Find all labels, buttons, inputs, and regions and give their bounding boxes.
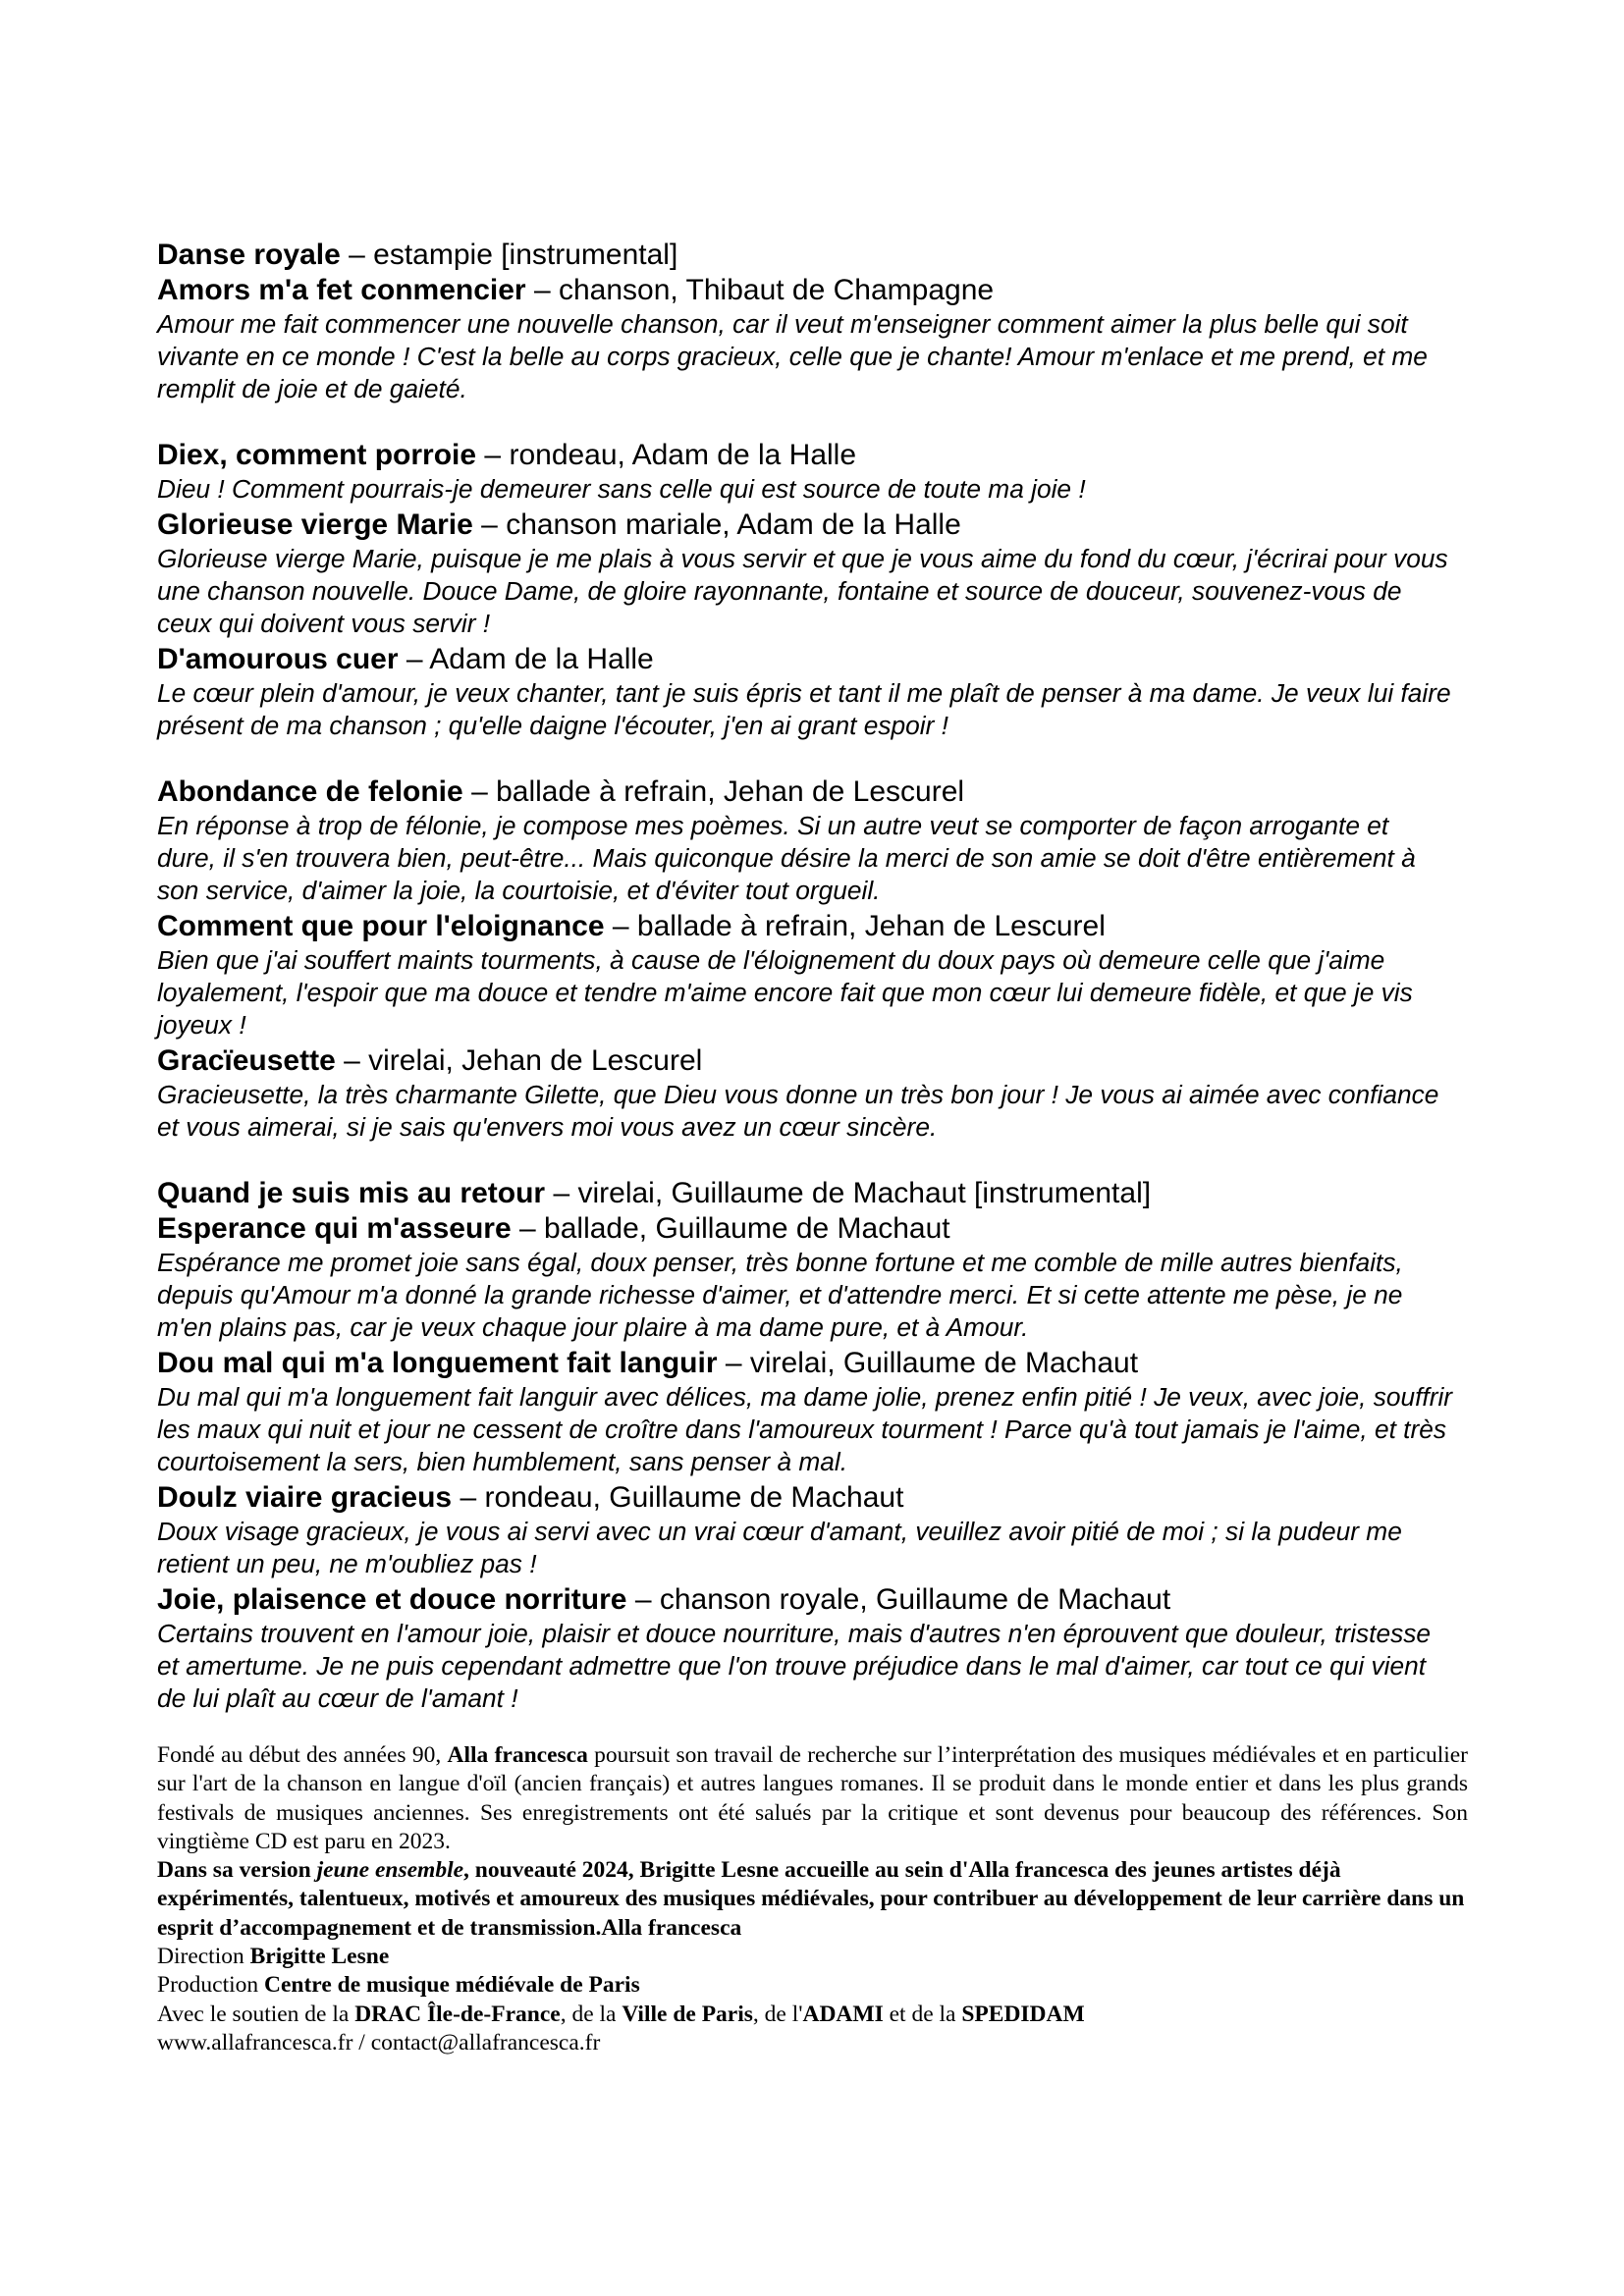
piece-info: rondeau, Guillaume de Machaut (484, 1481, 904, 1514)
dash: – (406, 643, 423, 675)
piece-title (157, 238, 1473, 273)
piece-name: Danse royale (157, 239, 341, 271)
dash: – (481, 508, 498, 541)
piece-info: ballade, Guillaume de Machaut (544, 1212, 950, 1245)
dash: – (553, 1177, 570, 1209)
separator: / (352, 2029, 371, 2056)
direction-credit (157, 1943, 1468, 1971)
program-group (157, 1176, 1473, 1715)
piece-name: Dou mal qui m'a longuement fait languir (157, 1347, 718, 1379)
piece-title (157, 1346, 1473, 1381)
piece-title (157, 1176, 1473, 1211)
piece-info: estampie [instrumental] (373, 239, 678, 271)
piece-info: chanson mariale, Adam de la Halle (506, 508, 961, 541)
piece-info: virelai, Guillaume de Machaut [instrumental] (577, 1177, 1152, 1209)
dash: – (471, 775, 488, 808)
piece-name: D'amourous cuer (157, 643, 399, 675)
intro-text: poursuit son travail de recherche sur l’interprétation des musiques médiévales et en particulier sur l'art de la chanson en langue d'oïl (ancien français) et autres langues romanes. Il se produit dans le monde entier et dans les plus grands festivals de musiques anciennes. Ses enregistrements ont été salués par la critique et sont devenus pour beaucoup des références. Son vingtième CD est paru en 2023. (157, 1742, 1469, 1854)
production-label: Production (157, 1972, 265, 1999)
piece-translation: Gracieusette, la très charmante Gilette, que Dieu vous donne un très bon jour ! Je vous ai aimée avec confiance et vous aimerai, si je sais qu'envers moi vous avez un cœur sincère. (157, 1080, 1439, 1142)
dash: – (634, 1583, 652, 1616)
young-ensemble-emphasis: jeune ensemble (316, 1857, 464, 1884)
ensemble-name: Alla francesca (447, 1742, 588, 1768)
piece-title (157, 1480, 1473, 1516)
dash: – (519, 1212, 536, 1245)
support-ville: Ville de Paris (622, 2001, 753, 2027)
piece-name: Gracïeusette (157, 1044, 336, 1077)
dash: – (344, 1044, 360, 1077)
support-adami: ADAMI (802, 2001, 884, 2027)
piece-translation: Glorieuse vierge Marie, puisque je me plais à vous servir et que je vous aime du fond du cœur, j'écrirai pour vous une chanson nouvelle. Douce Dame, de gloire rayonnante, fontaine et source de douceur, souvenez-vous de ceux qui doivent vous servir ! (157, 544, 1448, 638)
piece-title (157, 507, 1473, 543)
support-drac: DRAC Île-de-France (354, 2001, 561, 2027)
young-text: , nouveauté 2024, Brigitte Lesne accueille au sein d'Alla francesca des jeunes artistes déjà expérimentés, talentueux, motivés et amoureux des musiques médiévales, pour contribuer au développement de leur carrière dans un esprit d’accompagnement et de transmission.Alla francesca (157, 1857, 1465, 1941)
dash: – (533, 274, 551, 306)
contact-line (157, 2029, 1468, 2057)
concert-program (157, 238, 1473, 1747)
support-spedidam: SPEDIDAM (961, 2001, 1085, 2027)
piece-translation: Le cœur plein d'amour, je veux chanter, tant je suis épris et tant il me plaît de penser à ma dame. Je veux lui faire présent de ma chanson ; qu'elle daigne l'écouter, j'en ai grant espoir ! (157, 678, 1451, 740)
piece-info: Adam de la Halle (429, 643, 654, 675)
piece-translation: Espérance me promet joie sans égal, doux penser, très bonne fortune et me comble de mille autres bienfaits, depuis qu'Amour m'a donné la grande richesse d'aimer, et d'attendre merci. Et si cette attente me pèse, je ne m'en plains pas, car je veux chaque jour plaire à ma dame pure, et à Amour. (157, 1248, 1403, 1342)
direction-name: Brigitte Lesne (249, 1944, 390, 1970)
piece-info: ballade à refrain, Jehan de Lescurel (636, 910, 1106, 942)
piece-title (157, 1043, 1473, 1079)
support-credit (157, 2001, 1468, 2029)
website-link[interactable]: www.allafrancesca.fr (157, 2029, 353, 2056)
production-credit (157, 1971, 1468, 2000)
support-text: Avec le soutien de la (157, 2001, 355, 2027)
dash: – (725, 1347, 742, 1379)
piece-name: Doulz viaire gracieus (157, 1481, 453, 1514)
piece-name: Esperance qui m'asseure (157, 1212, 512, 1245)
piece-name: Abondance de felonie (157, 775, 463, 808)
support-text: , de la (560, 2001, 623, 2027)
production-name: Centre de musique médiévale de Paris (264, 1972, 640, 1999)
piece-name: Quand je suis mis au retour (157, 1177, 546, 1209)
dash: – (460, 1481, 477, 1514)
piece-title (157, 774, 1473, 810)
piece-name: Joie, plaisence et douce norriture (157, 1583, 627, 1616)
piece-translation: Dieu ! Comment pourrais-je demeurer sans celle qui est source de toute ma joie ! (157, 474, 1086, 504)
piece-title (157, 909, 1473, 944)
piece-translation: En réponse à trop de félonie, je compose mes poèmes. Si un autre veut se comporter de façon arrogante et dure, il s'en trouvera bien, peut-être... Mais quiconque désire la merci de son amie se doit d'être entièrement à son service, d'aimer la joie, la courtoisie, et d'éviter tout orgueil. (157, 811, 1416, 905)
piece-info: virelai, Jehan de Lescurel (368, 1044, 703, 1077)
piece-info: rondeau, Adam de la Halle (509, 439, 857, 471)
piece-name: Glorieuse vierge Marie (157, 508, 473, 541)
email-link[interactable]: contact@allafrancesca.fr (370, 2029, 601, 2056)
piece-title (157, 1211, 1473, 1247)
piece-title (157, 438, 1473, 473)
piece-info: ballade à refrain, Jehan de Lescurel (496, 775, 965, 808)
piece-info: chanson royale, Guillaume de Machaut (659, 1583, 1171, 1616)
piece-translation: Amour me fait commencer une nouvelle chanson, car il veut m'enseigner comment aimer la plus belle qui soit vivante en ce monde ! C'est la belle au corps gracieux, celle que je chante! Amour m'enlace et me prend, et me remplit de joie et de gaieté. (157, 309, 1428, 403)
piece-translation: Doux visage gracieux, je vous ai servi avec un vrai cœur d'amant, veuillez avoir pitié de moi ; si la pudeur me retient un peu, ne m'oubliez pas ! (157, 1517, 1402, 1578)
piece-translation: Bien que j'ai souffert maints tourments, à cause de l'éloignement du doux pays où demeure celle que j'aime loyalement, l'espoir que ma douce et tendre m'aime encore fait que mon cœur lui demeure fidèle, et que je vis joyeux ! (157, 945, 1413, 1040)
piece-title (157, 1582, 1473, 1618)
support-text: et de la (883, 2001, 962, 2027)
piece-name: Diex, comment porroie (157, 439, 477, 471)
ensemble-intro (157, 1741, 1468, 1856)
intro-text: Fondé au début des années 90, (157, 1742, 448, 1768)
piece-info: chanson, Thibaut de Champagne (558, 274, 995, 306)
direction-label: Direction (157, 1944, 250, 1970)
piece-name: Amors m'a fet conmencier (157, 274, 526, 306)
piece-title (157, 273, 1473, 308)
piece-info: virelai, Guillaume de Machaut (749, 1347, 1139, 1379)
piece-title (157, 642, 1473, 677)
dash: – (612, 910, 629, 942)
dash: – (484, 439, 502, 471)
support-text: , de l' (752, 2001, 803, 2027)
dash: – (349, 239, 365, 271)
program-group (157, 774, 1473, 1144)
piece-name: Comment que pour l'eloignance (157, 910, 605, 942)
program-group (157, 438, 1473, 742)
young-text: Dans sa version (157, 1857, 317, 1884)
ensemble-about (157, 1741, 1468, 2057)
program-group (157, 238, 1473, 405)
piece-translation: Certains trouvent en l'amour joie, plaisir et douce nourriture, mais d'autres n'en éprouvent que douleur, tristesse et amertume. Je ne puis cependant admettre que l'on trouve préjudice dans le mal d'aimer, car tout ce qui vient de lui plaît au cœur de l'amant ! (157, 1619, 1432, 1713)
young-ensemble-text (157, 1856, 1468, 1943)
piece-translation: Du mal qui m'a longuement fait languir avec délices, ma dame jolie, prenez enfin pitié ! Je veux, avec joie, souffrir les maux qui nuit et jour ne cessent de croître dans l'amoureux tourment ! Parce qu'à tout jamais je l'aime, et très courtoisement la sers, bien humblement, sans penser à mal. (157, 1382, 1453, 1476)
